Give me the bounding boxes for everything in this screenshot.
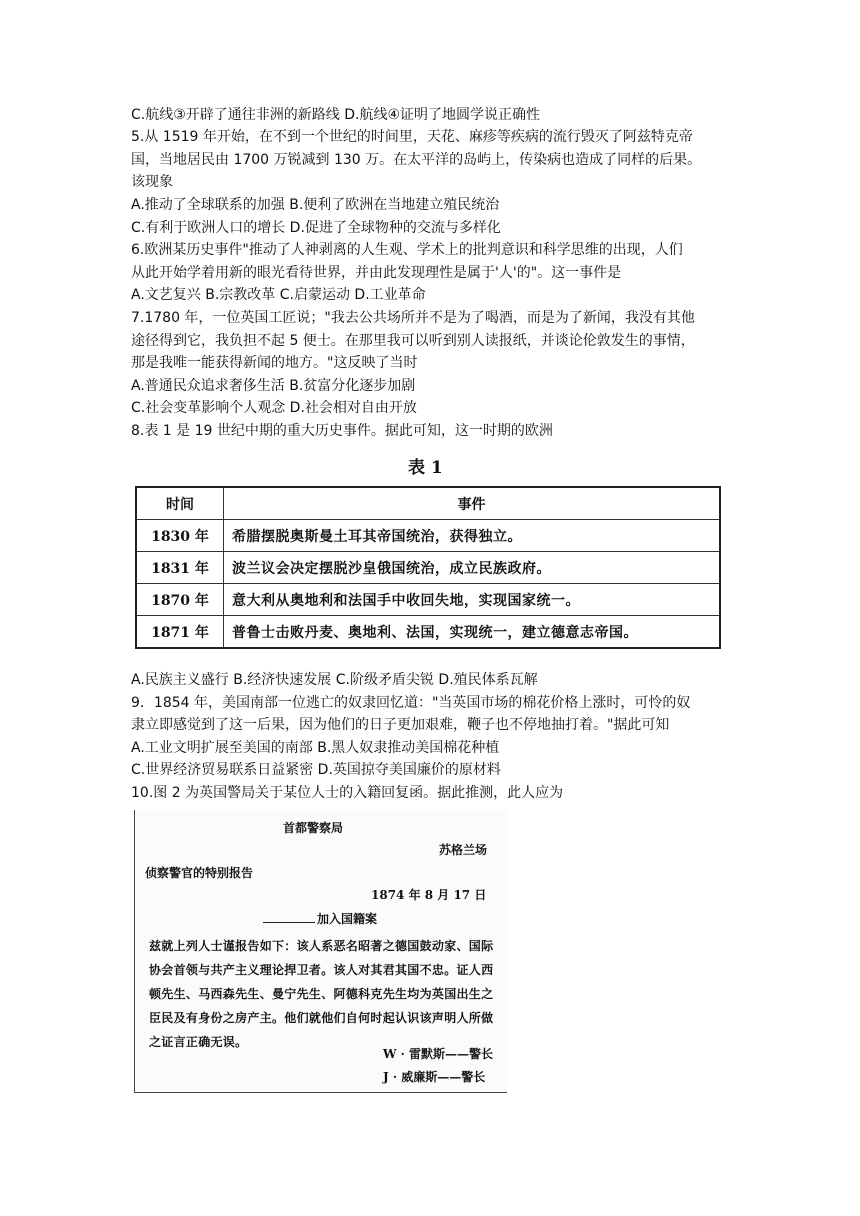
- table-header-row: [136, 487, 720, 520]
- year-cell: 1870 年: [136, 584, 224, 616]
- police-letter-figure: [134, 810, 507, 1093]
- event-cell: 波兰议会决定摆脱沙皇俄国统治，成立民族政府。: [224, 552, 721, 584]
- event-cell: 希腊摆脱奥斯曼土耳其帝国统治，获得独立。: [224, 520, 721, 552]
- event-cell: 普鲁士击败丹麦、奥地利、法国，实现统一，建立德意志帝国。: [224, 616, 721, 649]
- table-row: [136, 552, 720, 584]
- question-5-line: 5.从 1519 年开始，在不到一个世纪的时间里，天花、麻疹等疾病的流行毁灭了阿兹特克帝: [131, 129, 693, 145]
- event-cell: 意大利从奥地利和法国手中收回失地，实现国家统一。: [224, 584, 721, 616]
- text-line: 该现象: [131, 174, 173, 190]
- text-line: 从此开始学着用新的眼光看待世界，并由此发现理性是属于'人'的"。这一事件是: [131, 265, 622, 281]
- year-cell: 1830 年: [136, 520, 224, 552]
- option-line: C.世界经济贸易联系日益紧密 D.英国掠夺美国廉价的原材料: [131, 762, 501, 778]
- letter-place: 苏格兰场: [439, 843, 488, 857]
- question-8-line: 8.表 1 是 19 世纪中期的重大历史事件。据此可知，这一时期的欧洲: [131, 423, 553, 439]
- letter-subject: [263, 910, 377, 927]
- option-line: A.文艺复兴 B.宗教改革 C.启蒙运动 D.工业革命: [131, 287, 426, 303]
- letter-subject-text: 加入国籍案: [317, 912, 378, 926]
- year-cell: 1831 年: [136, 552, 224, 584]
- header-event: 事件: [224, 487, 721, 520]
- table-caption: 表 1: [408, 458, 443, 478]
- table-row: [136, 616, 720, 649]
- option-line: A.推动了全球联系的加强 B.便利了欧洲在当地建立殖民统治: [131, 197, 500, 213]
- year-cell: 1871 年: [136, 616, 224, 649]
- text-line: 隶立即感觉到了这一后果，因为他们的日子更加艰难，鞭子也不停地抽打着。"据此可知: [131, 717, 670, 733]
- blank-line: [263, 910, 315, 923]
- letter-body: 兹就上列人士谨报告如下：该人系恶名昭著之德国鼓动家、国际协会首领与共产主义理论捍卫者。该人对其君其国不忠。证人西顿先生、马西森先生、曼宁先生、阿德科克先生均为英国出生之臣民及有身份之房产主。他们就他们自何时起认识该声明人所做之证言正确无误。: [149, 939, 494, 1049]
- header-time: 时间: [136, 487, 224, 520]
- text-line: C.航线③开辟了通往非洲的新路线 D.航线④证明了地圆学说正确性: [131, 107, 541, 123]
- option-line: C.有利于欧洲人口的增长 D.促进了全球物种的交流与多样化: [131, 220, 501, 236]
- option-line: A.民族主义盛行 B.经济快速发展 C.阶级矛盾尖锐 D.殖民体系瓦解: [131, 672, 538, 688]
- letter-signature-1: W · 雷默斯——警长: [383, 1047, 494, 1061]
- option-line: C.社会变革影响个人观念 D.社会相对自由开放: [131, 400, 417, 416]
- letter-signature-2: J · 威廉斯——警长: [383, 1070, 486, 1084]
- text-line: 那是我唯一能获得新闻的地方。"这反映了当时: [131, 355, 418, 371]
- letter-office: 首都警察局: [283, 821, 344, 835]
- letter-date: 1874 年 8 月 17 日: [371, 888, 487, 902]
- text-line: 国，当地居民由 1700 万锐减到 130 万。在太平洋的岛屿上，传染病也造成了同样的后果。: [131, 152, 702, 168]
- text-line: 途径得到它，我负担不起 5 便士。在那里我可以听到别人读报纸，并谈论伦敦发生的事情，: [131, 333, 695, 349]
- option-line: A.工业文明扩展至美国的南部 B.黑人奴隶推动美国棉花种植: [131, 740, 500, 756]
- question-7-line: 7.1780 年，一位英国工匠说；"我去公共场所并不是为了喝酒，而是为了新闻，我没有其他: [131, 310, 695, 326]
- letter-report-title: 侦察警官的特别报告: [145, 866, 254, 880]
- table-row: [136, 520, 720, 552]
- option-line: A.普通民众追求奢侈生活 B.贫富分化逐步加剧: [131, 378, 416, 394]
- question-9-line: 9．1854 年，美国南部一位逃亡的奴隶回忆道："当英国市场的棉花价格上涨时，可怜的奴: [131, 695, 691, 711]
- table-row: [136, 584, 720, 616]
- history-events-table: [135, 486, 721, 649]
- question-6-line: 6.欧洲某历史事件"推动了人神剥离的人生观、学术上的批判意识和科学思维的出现，人们: [131, 242, 683, 258]
- question-10-line: 10.图 2 为英国警局关于某位人士的入籍回复函。据此推测，此人应为: [131, 785, 564, 801]
